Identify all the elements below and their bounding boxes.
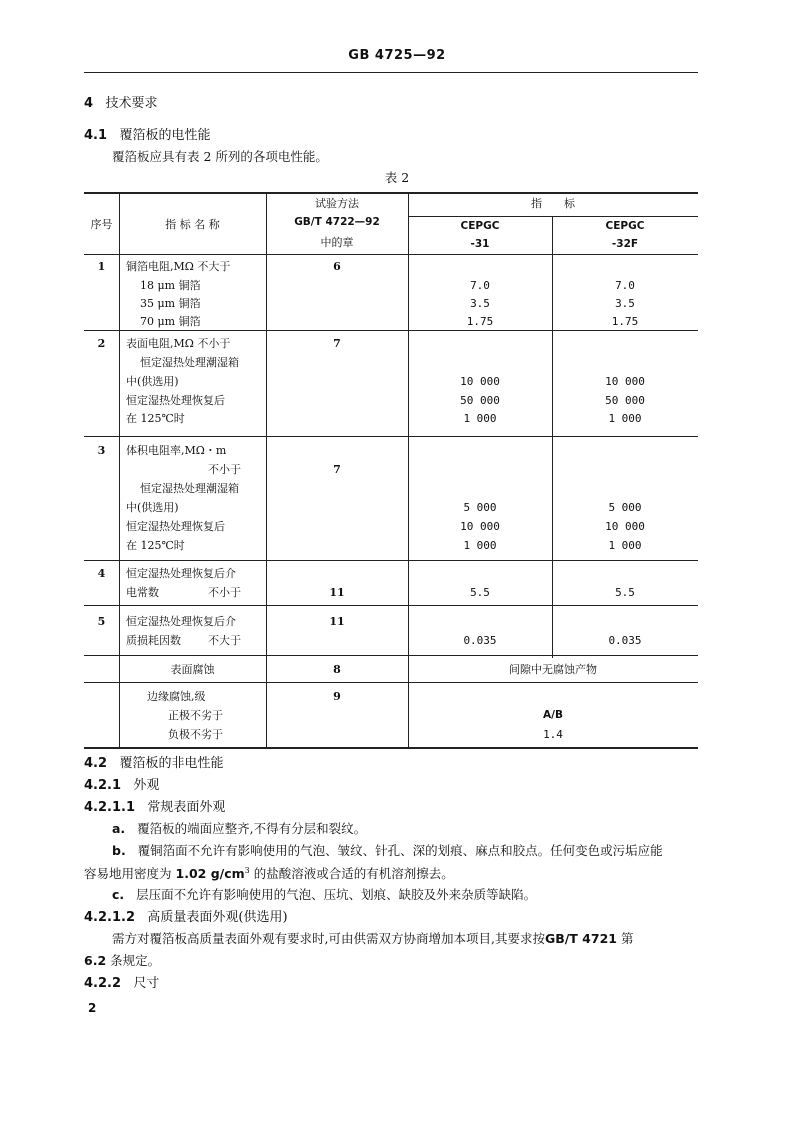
head-c2-line1: CEPGC [605, 220, 645, 232]
item-text: 覆箔板的端面应整齐,不得有分层和裂纹。 [137, 821, 367, 836]
section-4-2-1-heading [84, 779, 159, 792]
row4-line1: 恒定湿热处理恢复后介 [126, 567, 236, 580]
section-4-heading [84, 97, 157, 110]
row3-c1-v1: 5 000 [463, 501, 497, 514]
head-method-2: GB/T 4722—92 [294, 216, 380, 228]
row2-clause: 7 [333, 337, 341, 350]
row3-c2-v1: 5 000 [608, 501, 642, 514]
row6-span: 间隙中无腐蚀产物 [509, 663, 597, 676]
head-c1-line1: CEPGC [460, 220, 500, 232]
row5-clause: 11 [329, 615, 345, 628]
row1-line1: 铜箔电阻,MΩ 不大于 [126, 260, 231, 273]
header-rule [84, 72, 698, 73]
row2-c1-v1: 10 000 [460, 375, 500, 388]
row2-line2: 恒定湿热处理潮湿箱 [140, 356, 239, 369]
head-method-3: 中的章 [320, 236, 354, 249]
row2-line5: 在 125℃时 [126, 412, 185, 425]
row7-line2: 正极不劣于 [168, 709, 223, 722]
row1-c1-v2: 3.5 [470, 297, 490, 310]
section-number: 4.2.2 [84, 976, 122, 991]
section-title: 覆箔板的非电性能 [119, 756, 224, 771]
row1-seq: 1 [97, 260, 106, 273]
head-c1-line2: -31 [470, 238, 490, 250]
row6-clause: 8 [333, 663, 341, 676]
row5-c1: 0.035 [463, 634, 497, 647]
item-label: c. [112, 887, 125, 902]
head-method-1: 试验方法 [315, 197, 359, 210]
row2-line4: 恒定湿热处理恢复后 [126, 394, 225, 407]
row4-clause: 11 [329, 586, 345, 599]
row5-seq: 5 [97, 615, 106, 628]
row3-line6: 在 125℃时 [126, 539, 185, 552]
section-4-2-2-heading [84, 977, 159, 990]
section-title: 技术要求 [105, 96, 158, 111]
row5-c2: 0.035 [608, 634, 642, 647]
table-rule [84, 436, 698, 437]
row4-line3: 不小于 [208, 586, 241, 599]
density-value: 1.02 g/cm [175, 866, 245, 882]
row6-name: 表面腐蚀 [170, 663, 215, 676]
section-number: 4.2.1 [84, 778, 122, 793]
row3-c1-v2: 10 000 [460, 520, 500, 533]
row4-seq: 4 [97, 567, 106, 580]
row5-line2: 质损耗因数 [126, 634, 181, 647]
row1-c1-v1: 7.0 [470, 279, 490, 292]
row7-line3: 负极不劣于 [168, 728, 223, 741]
row2-c1-v3: 1 000 [463, 412, 497, 425]
row4-line2: 电常数 [126, 586, 159, 599]
section-title: 高质量表面外观(供选用) [147, 910, 288, 925]
item-label: b. [112, 843, 126, 858]
row5-line1: 恒定湿热处理恢复后介 [126, 615, 236, 628]
row2-line1: 表面电阻,MΩ 不小于 [126, 337, 231, 350]
para-text: 需方对覆箔板高质量表面外观有要求时,可由供需双方协商增加本项目,其要求按 [112, 931, 545, 946]
table-rule [84, 330, 698, 331]
head-index: 指 标 [531, 197, 575, 210]
row3-line3: 恒定湿热处理潮湿箱 [140, 482, 239, 495]
row3-line4: 中(供选用) [126, 501, 179, 514]
row1-c2-v3: 1.75 [611, 315, 639, 328]
table-rule [84, 605, 698, 606]
row3-line5: 恒定湿热处理恢复后 [126, 520, 225, 533]
row2-c2-v2: 50 000 [605, 394, 645, 407]
item-label: a. [112, 821, 126, 836]
section-4-2-heading [84, 757, 223, 770]
row3-c1-v3: 1 000 [463, 539, 497, 552]
row3-c2-v2: 10 000 [605, 520, 645, 533]
table-rule [408, 216, 698, 217]
row4-c1: 5.5 [470, 586, 490, 599]
section-title: 覆箔板的电性能 [119, 128, 211, 143]
item-text: 层压面不允许有影响使用的气泡、压坑、划痕、缺胶及外来杂质等缺陷。 [136, 887, 537, 902]
head-c2-line2: -32F [611, 238, 639, 250]
row5-line3: 不大于 [208, 634, 241, 647]
row1-c1-v3: 1.75 [466, 315, 494, 328]
row1-line2: 18 μm 铜箔 [140, 279, 201, 292]
row7-v1: A/B [543, 709, 563, 721]
standard-reference: GB/T 4721 [544, 931, 617, 946]
row3-c2-v3: 1 000 [608, 539, 642, 552]
para-text: 条规定。 [110, 953, 161, 968]
para-text: 第 [620, 931, 634, 946]
table-top-rule [84, 192, 698, 194]
section-number: 4 [84, 96, 94, 111]
item-c [112, 889, 536, 902]
table-caption: 表 2 [384, 170, 410, 185]
properties-table [84, 192, 698, 748]
item-text: 覆铜箔面不允许有影响使用的气泡、皱纹、针孔、深的划痕、麻点和胶点。任何变色或污垢应能 [137, 843, 663, 858]
row1-clause: 6 [333, 260, 341, 273]
item-a [112, 823, 366, 836]
table-bottom-rule [84, 747, 698, 749]
section-number: 4.1 [84, 128, 108, 143]
item-b-line1 [112, 845, 663, 858]
head-seq: 序号 [90, 218, 113, 231]
row3-line2: 不小于 [208, 463, 241, 476]
row2-c1-v2: 50 000 [460, 394, 500, 407]
section-4-1-body: 覆箔板应具有表 2 所列的各项电性能。 [112, 149, 328, 164]
section-number: 4.2 [84, 756, 108, 771]
row1-line3: 35 μm 铜箔 [140, 297, 201, 310]
row3-clause: 7 [333, 463, 341, 476]
row4-c2: 5.5 [615, 586, 635, 599]
page-number: 2 [88, 1001, 97, 1015]
item-text: 容易地用密度为 [84, 866, 172, 882]
section-title: 外观 [133, 778, 160, 793]
section-title: 尺寸 [133, 976, 160, 991]
row1-c2-v2: 3.5 [615, 297, 635, 310]
table-rule [84, 655, 698, 656]
row7-clause: 9 [333, 690, 341, 703]
section-4-2-1-2-line1 [112, 933, 633, 946]
head-name: 指 标 名 称 [165, 218, 220, 231]
section-title: 常规表面外观 [147, 800, 226, 815]
row7-v2: 1.4 [543, 728, 563, 741]
page-header: GB 4725—92 [348, 48, 446, 63]
row2-line3: 中(供选用) [126, 375, 179, 388]
section-4-2-1-1-heading [84, 801, 225, 814]
section-4-2-1-2-heading [84, 911, 288, 924]
section-number: 4.2.1.1 [84, 800, 135, 815]
table-rule [84, 560, 698, 561]
row3-line1: 体积电阻率,MΩ・m [126, 444, 227, 457]
table-rule [84, 254, 698, 255]
table-rule [84, 682, 698, 683]
row7-line1: 边缘腐蚀,级 [147, 690, 206, 703]
row2-seq: 2 [97, 337, 106, 350]
superscript: 3 [244, 866, 250, 875]
section-number: 4.2.1.2 [84, 910, 135, 925]
row3-seq: 3 [97, 444, 106, 457]
clause-reference: 6.2 [84, 953, 107, 968]
row2-c2-v1: 10 000 [605, 375, 645, 388]
item-b-line2 [84, 867, 454, 881]
row1-c2-v1: 7.0 [615, 279, 635, 292]
section-4-1-heading [84, 129, 210, 142]
item-text: 的盐酸溶液或合适的有机溶剂擦去。 [249, 866, 454, 882]
section-4-2-1-2-line2 [84, 955, 160, 968]
row1-line4: 70 μm 铜箔 [140, 315, 201, 328]
row2-c2-v3: 1 000 [608, 412, 642, 425]
